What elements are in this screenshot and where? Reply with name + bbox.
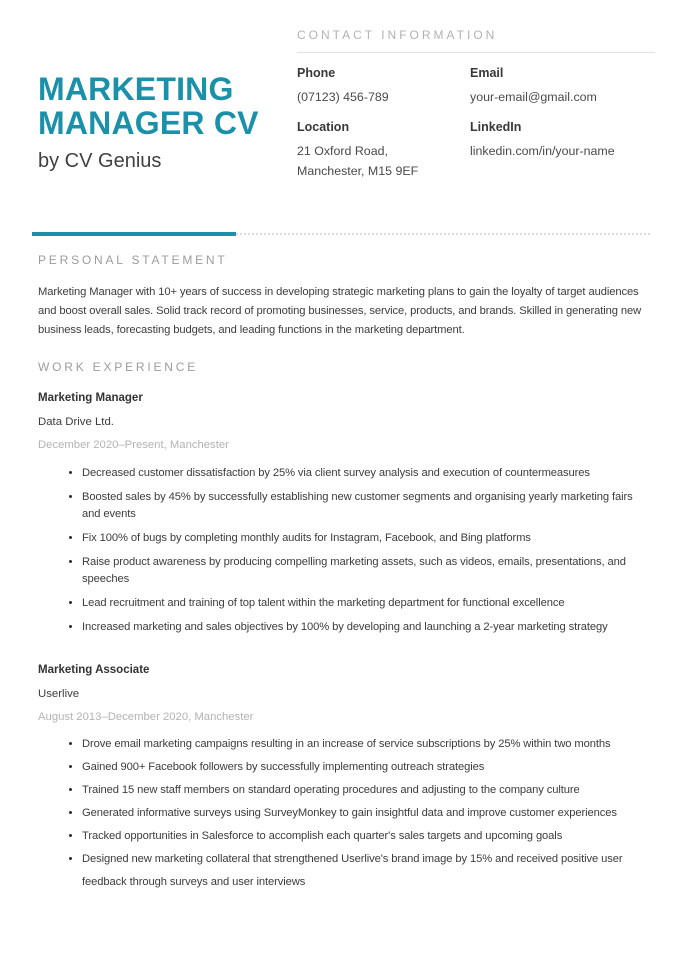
dotted-rule (236, 233, 650, 235)
job-dates: August 2013–December 2020, Manchester (38, 711, 254, 723)
job-bullet: • Generated informative surveys using SurveyMonkey to gain insightful data and improve customer experiences (82, 802, 650, 825)
phone-label: Phone (297, 66, 336, 80)
location-label: Location (297, 120, 350, 134)
personal-statement-text: Marketing Manager with 10+ years of success in developing strategic marketing plans to gain the loyalty of target audiences and boost overall sales. Solid track record of promoting businesses, service, products, and brands. Skilled in generating new business leads, forecasting budgets, and leading functions in the marketing department. (38, 286, 642, 336)
job-bullet: • Increased marketing and sales objectives by 100% by developing and launching a 2-year marketing strategy (82, 619, 650, 636)
job-bullet: • Lead recruitment and training of top talent within the marketing department for functional excellence (82, 595, 650, 612)
personal-statement-heading: PERSONAL STATEMENT (38, 253, 228, 267)
contact-heading: CONTACT INFORMATION (297, 28, 655, 53)
job-bullet: • Decreased customer dissatisfaction by 25% via client survey analysis and execution of countermeasures (82, 465, 650, 482)
job-company: Userlive (38, 688, 80, 700)
accent-bar (32, 232, 236, 236)
cv-title (38, 72, 297, 140)
job-bullet: • Boosted sales by 45% by successfully establishing new customer segments and organising yearly marketing fairs and events (82, 489, 650, 523)
job-title: Marketing Associate (38, 664, 150, 676)
work-experience-heading: WORK EXPERIENCE (38, 360, 199, 374)
linkedin-value: linkedin.com/in/your-name (470, 144, 615, 158)
job-entry-marketing-associate (38, 663, 650, 894)
job-bullet-list (38, 465, 650, 636)
job-title: Marketing Manager (38, 392, 143, 404)
contact-item-linkedin (470, 120, 655, 181)
email-value: your-email@gmail.com (470, 90, 597, 104)
email-label: Email (470, 66, 504, 80)
accent-divider (32, 232, 650, 236)
cv-subtitle: by CV Genius (38, 150, 162, 172)
job-bullet: • Trained 15 new staff members on standard operating procedures and adjusting to the company culture (82, 779, 650, 802)
contact-item-phone (297, 66, 470, 107)
location-value-line1: 21 Oxford Road, (297, 144, 388, 158)
job-bullet: • Tracked opportunities in Salesforce to accomplish each quarter's sales targets and upcoming goals (82, 825, 650, 848)
job-dates: December 2020–Present, Manchester (38, 439, 229, 451)
cv-title-line2: MANAGER CV (38, 105, 259, 141)
cv-title-line1: MARKETING (38, 71, 234, 107)
contact-item-email (470, 66, 655, 107)
contact-section (297, 28, 655, 194)
job-bullet-list (38, 733, 650, 894)
phone-value: (07123) 456-789 (297, 90, 389, 104)
job-entry-marketing-manager (38, 391, 650, 636)
job-bullet: • Designed new marketing collateral that strengthened Userlive's brand image by 15% and received positive user feedback through surveys and user interviews (82, 848, 650, 894)
linkedin-label: LinkedIn (470, 120, 522, 134)
contact-item-location (297, 120, 470, 181)
job-bullet: • Fix 100% of bugs by completing monthly audits for Instagram, Facebook, and Bing platforms (82, 530, 650, 547)
job-company: Data Drive Ltd. (38, 416, 114, 428)
cv-body (0, 253, 680, 894)
header (0, 0, 680, 194)
location-value-line2: Manchester, M15 9EF (297, 164, 419, 178)
job-bullet: • Drove email marketing campaigns resulting in an increase of service subscriptions by 25% within two months (82, 733, 650, 756)
job-bullet: • Gained 900+ Facebook followers by successfully implementing outreach strategies (82, 756, 650, 779)
title-block (38, 28, 297, 194)
job-bullet: • Raise product awareness by producing compelling marketing assets, such as videos, emails, presentations, and speeches (82, 554, 650, 588)
contact-grid (297, 53, 655, 194)
